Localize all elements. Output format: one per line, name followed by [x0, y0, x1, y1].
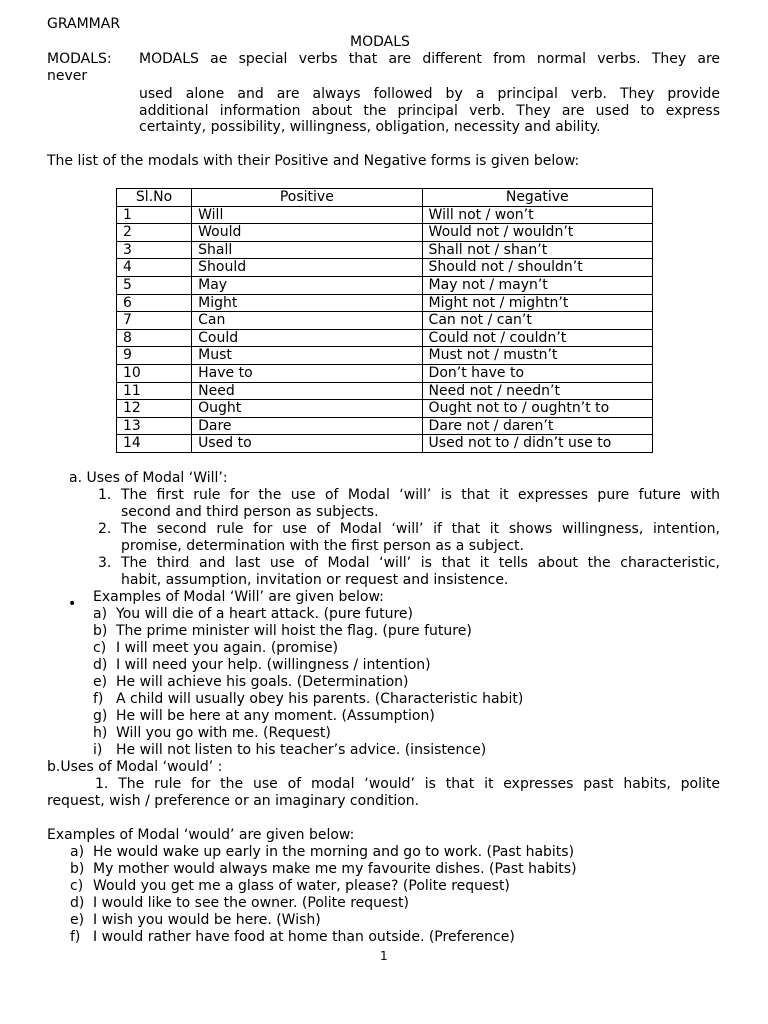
will-example-text: The prime minister will hoist the flag. (pure future) — [116, 623, 472, 639]
would-example-text: My mother would always make me my favourite dishes. (Past habits) — [93, 861, 577, 877]
will-example-label: e) — [93, 674, 108, 690]
cell-negative: Need not / needn’t — [422, 382, 652, 400]
column-header-slno: Sl.No — [117, 189, 192, 207]
cell-positive: Must — [192, 347, 422, 365]
column-header-positive: Positive — [192, 189, 422, 207]
cell-positive: Will — [192, 206, 422, 224]
intro-term: MODALS: — [47, 51, 112, 67]
table-row — [117, 224, 653, 242]
cell-positive: May — [192, 276, 422, 294]
cell-slno: 6 — [117, 294, 192, 312]
will-examples-heading: Examples of Modal ‘Will’ are given below: — [93, 589, 384, 605]
cell-positive: Have to — [192, 364, 422, 382]
cell-negative: Will not / won’t — [422, 206, 652, 224]
would-rule-line-1: 1. The rule for the use of modal ‘would’ is that it expresses past habits, polite — [95, 776, 720, 792]
would-section-heading: b.Uses of Modal ‘would’ : — [47, 759, 223, 775]
cell-slno: 5 — [117, 276, 192, 294]
column-header-negative: Negative — [422, 189, 652, 207]
cell-negative: Would not / wouldn’t — [422, 224, 652, 242]
cell-positive: Would — [192, 224, 422, 242]
will-example-label: g) — [93, 708, 108, 724]
page-title: MODALS — [350, 34, 410, 50]
cell-positive: Shall — [192, 241, 422, 259]
will-example-label: b) — [93, 623, 108, 639]
table-row — [117, 435, 653, 453]
will-example-text: I will meet you again. (promise) — [116, 640, 339, 656]
cell-positive: Could — [192, 329, 422, 347]
table-row — [117, 276, 653, 294]
intro-line-4: certainty, possibility, willingness, obligation, necessity and ability. — [139, 119, 601, 135]
cell-slno: 8 — [117, 329, 192, 347]
table-row — [117, 312, 653, 330]
would-examples-heading: Examples of Modal ‘would’ are given below: — [47, 827, 355, 843]
intro-line-3: additional information about the principal verb. They are used to express — [139, 103, 720, 119]
cell-slno: 7 — [117, 312, 192, 330]
cell-negative: May not / mayn’t — [422, 276, 652, 294]
cell-slno: 3 — [117, 241, 192, 259]
will-rule-2-number: 2. — [98, 521, 112, 537]
will-example-text: He will achieve his goals. (Determination) — [116, 674, 409, 690]
document-label: GRAMMAR — [47, 16, 121, 32]
cell-negative: Should not / shouldn’t — [422, 259, 652, 277]
will-example-text: A child will usually obey his parents. (Characteristic habit) — [116, 691, 524, 707]
cell-positive: Used to — [192, 435, 422, 453]
will-rule-1-line-1: The first rule for the use of Modal ‘will’ is that it expresses pure future with — [121, 487, 720, 503]
would-example-text: I would rather have food at home than outside. (Preference) — [93, 929, 515, 945]
intro-line-1: MODALS ae special verbs that are different from normal verbs. They are — [139, 51, 720, 67]
will-rule-3-line-2: habit, assumption, invitation or request and insistence. — [121, 572, 509, 588]
would-example-label: a) — [70, 844, 85, 860]
cell-negative: Used not to / didn’t use to — [422, 435, 652, 453]
table-row — [117, 294, 653, 312]
intro-line-2: used alone and are always followed by a principal verb. They provide — [139, 86, 720, 102]
table-row — [117, 417, 653, 435]
will-rule-3-number: 3. — [98, 555, 112, 571]
cell-negative: Could not / couldn’t — [422, 329, 652, 347]
cell-slno: 1 — [117, 206, 192, 224]
list-intro: The list of the modals with their Positive and Negative forms is given below: — [47, 153, 580, 169]
cell-positive: Need — [192, 382, 422, 400]
will-example-text: I will need your help. (willingness / intention) — [116, 657, 431, 673]
modals-table — [116, 188, 653, 453]
would-example-text: He would wake up early in the morning and go to work. (Past habits) — [93, 844, 575, 860]
page-number: 1 — [380, 949, 388, 963]
will-example-label: c) — [93, 640, 107, 656]
will-rule-1-line-2: second and third person as subjects. — [121, 504, 379, 520]
table-row — [117, 400, 653, 418]
table-row — [117, 364, 653, 382]
cell-negative: Shall not / shan’t — [422, 241, 652, 259]
table-row — [117, 347, 653, 365]
will-example-text: You will die of a heart attack. (pure future) — [116, 606, 413, 622]
cell-slno: 14 — [117, 435, 192, 453]
will-example-text: He will be here at any moment. (Assumption) — [116, 708, 435, 724]
would-example-label: f) — [70, 929, 81, 945]
will-example-text: He will not listen to his teacher’s advice. (insistence) — [116, 742, 487, 758]
will-example-label: a) — [93, 606, 108, 622]
bullet-dot: • — [68, 596, 77, 612]
will-rule-1-number: 1. — [98, 487, 112, 503]
intro-line-1b: never — [47, 68, 88, 84]
cell-slno: 12 — [117, 400, 192, 418]
cell-positive: Dare — [192, 417, 422, 435]
will-section-heading: a. Uses of Modal ‘Will’: — [69, 470, 228, 486]
table-header-row — [117, 189, 653, 207]
cell-slno: 11 — [117, 382, 192, 400]
cell-positive: Can — [192, 312, 422, 330]
cell-negative: Might not / mightn’t — [422, 294, 652, 312]
cell-negative: Can not / can’t — [422, 312, 652, 330]
will-example-label: f) — [93, 691, 104, 707]
would-example-text: Would you get me a glass of water, please? (Polite request) — [93, 878, 510, 894]
would-example-label: c) — [70, 878, 84, 894]
cell-negative: Must not / mustn’t — [422, 347, 652, 365]
will-example-label: i) — [93, 742, 103, 758]
cell-negative: Ought not to / oughtn’t to — [422, 400, 652, 418]
would-example-label: b) — [70, 861, 85, 877]
would-example-text: I would like to see the owner. (Polite request) — [93, 895, 409, 911]
table-row — [117, 241, 653, 259]
table-row — [117, 329, 653, 347]
cell-positive: Might — [192, 294, 422, 312]
table-row — [117, 259, 653, 277]
would-rule-line-2: request, wish / preference or an imaginary condition. — [47, 793, 420, 809]
cell-slno: 4 — [117, 259, 192, 277]
cell-negative: Don’t have to — [422, 364, 652, 382]
cell-slno: 10 — [117, 364, 192, 382]
will-rule-3-line-1: The third and last use of Modal ‘will’ is that it tells about the characteristic, — [121, 555, 720, 571]
table-row — [117, 382, 653, 400]
will-example-text: Will you go with me. (Request) — [116, 725, 331, 741]
will-example-label: d) — [93, 657, 108, 673]
cell-slno: 2 — [117, 224, 192, 242]
cell-negative: Dare not / daren’t — [422, 417, 652, 435]
cell-slno: 9 — [117, 347, 192, 365]
cell-positive: Should — [192, 259, 422, 277]
table-row — [117, 206, 653, 224]
cell-slno: 13 — [117, 417, 192, 435]
will-example-label: h) — [93, 725, 108, 741]
would-example-label: d) — [70, 895, 85, 911]
will-rule-2-line-1: The second rule for use of Modal ‘will’ if that it shows willingness, intention, — [121, 521, 720, 537]
will-rule-2-line-2: promise, determination with the first person as a subject. — [121, 538, 524, 554]
would-example-text: I wish you would be here. (Wish) — [93, 912, 321, 928]
would-example-label: e) — [70, 912, 85, 928]
cell-positive: Ought — [192, 400, 422, 418]
